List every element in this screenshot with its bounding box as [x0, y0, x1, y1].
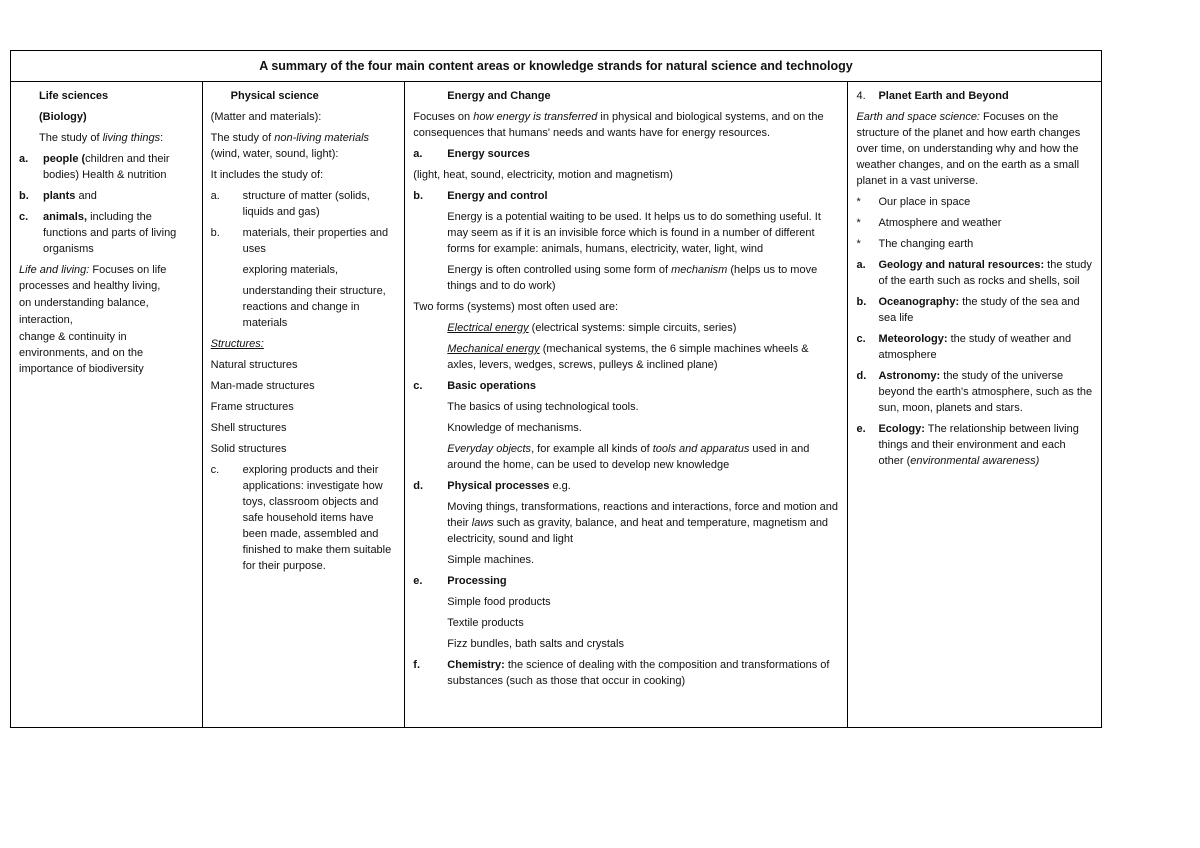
summary-table — [10, 50, 1102, 728]
energy-f-label: Chemistry: — [447, 659, 505, 671]
physical-includes: It includes the study of: — [210, 169, 324, 181]
structure-shell: Shell structures — [210, 422, 287, 434]
energy-b-marker: b. — [413, 190, 424, 202]
physical-subheading: (Matter and materials): — [210, 111, 322, 123]
physical-item-c-marker: c. — [210, 464, 220, 476]
planet-item-a-text: the study of the earth such as rocks and shells, soil — [878, 259, 1092, 287]
energy-b-text2-em: mechanism — [671, 264, 728, 276]
life-heading: Life sciences — [39, 90, 109, 102]
energy-heading: Energy and Change — [447, 90, 551, 102]
energy-c-line-2: Knowledge of mechanisms. — [447, 422, 582, 434]
column-planet-earth — [848, 82, 1101, 727]
life-item-b-text: and — [75, 190, 97, 202]
life-focus-text: Focuses on life processes and healthy living, — [19, 264, 167, 292]
energy-intro-2: in physical and biological systems, and on the consequences that humans' needs and wants have for energy resources. — [413, 111, 824, 139]
energy-c-label: Basic operations — [447, 380, 536, 392]
planet-item-c-bold: Meteorology: — [878, 333, 948, 345]
energy-a-text: (light, heat, sound, electricity, motion and magnetism) — [413, 169, 673, 181]
physical-item-b-marker: b. — [210, 227, 220, 239]
energy-a-label: Energy sources — [447, 148, 530, 160]
planet-item-e-marker: e. — [856, 423, 866, 435]
energy-b-label: Energy and control — [447, 190, 548, 202]
column-energy-change — [405, 82, 848, 727]
planet-item-d-bold: Astronomy: — [878, 370, 941, 382]
planet-bullet-3 — [856, 236, 1093, 252]
physical-structures-label: Structures: — [210, 338, 264, 350]
energy-c-everyday-em2: tools and apparatus — [652, 443, 750, 455]
energy-d-marker: d. — [413, 480, 424, 492]
planet-item-d-marker: d. — [856, 370, 867, 382]
life-study-prefix: The study of — [39, 132, 103, 144]
energy-c-everyday-1: , for example all kinds of — [531, 443, 653, 455]
life-item-a-marker: a. — [19, 153, 29, 165]
planet-bullet-1 — [856, 194, 1093, 210]
planet-bullet-2-text: Atmosphere and weather — [878, 217, 1002, 229]
structure-solid: Solid structures — [210, 443, 287, 455]
planet-item-a — [856, 257, 1093, 289]
energy-electrical — [413, 320, 839, 336]
energy-b-text2 — [413, 262, 839, 294]
energy-f-marker: f. — [413, 659, 421, 671]
energy-item-e — [413, 573, 839, 589]
energy-intro — [413, 109, 839, 141]
energy-item-c — [413, 378, 839, 394]
life-item-b — [19, 188, 194, 204]
energy-b-text2-2: (helps us to move things and to do work) — [447, 264, 818, 292]
physical-understanding: understanding their structure, reactions and change in materials — [242, 285, 386, 329]
energy-item-b — [413, 188, 839, 204]
planet-item-b-marker: b. — [856, 296, 867, 308]
planet-item-e-text: The relationship between living things and their environment and each other ( — [878, 423, 1079, 467]
energy-d-suffix: e.g. — [549, 480, 571, 492]
physical-study-line — [211, 130, 397, 162]
energy-e-line-1: Simple food products — [447, 596, 551, 608]
energy-mechanical — [413, 341, 839, 373]
planet-number: 4. — [856, 90, 866, 102]
energy-item-f — [413, 657, 839, 689]
energy-two-forms: Two forms (systems) most often used are: — [413, 301, 619, 313]
life-item-c-text: including the functions and parts of living organisms — [43, 211, 177, 255]
structure-man-made: Man-made structures — [210, 380, 315, 392]
energy-c-line-1: The basics of using technological tools. — [447, 401, 639, 413]
energy-d-text — [413, 499, 839, 547]
life-focus — [19, 262, 194, 294]
energy-c-everyday-em: Everyday objects — [447, 443, 532, 455]
table-title: A summary of the four main content areas or knowledge strands for natural science and technology — [11, 51, 1101, 82]
physical-item-b — [211, 225, 397, 257]
energy-d-label: Physical processes — [447, 480, 550, 492]
life-item-b-marker: b. — [19, 190, 29, 202]
planet-bullet-3-text: The changing earth — [878, 238, 974, 250]
energy-e-line-3: Fizz bundles, bath salts and crystals — [447, 638, 624, 650]
physical-item-b-text: materials, their properties and uses — [242, 227, 389, 255]
planet-heading-row — [856, 88, 1093, 104]
planet-bullet-3-marker: * — [856, 238, 861, 250]
life-item-c-bold: animals, — [43, 211, 88, 223]
planet-bullet-2 — [856, 215, 1093, 231]
planet-heading: Planet Earth and Beyond — [878, 90, 1009, 102]
planet-item-b — [856, 294, 1093, 326]
planet-item-c-marker: c. — [856, 333, 866, 345]
planet-item-c — [856, 331, 1093, 363]
planet-item-d-text: the study of the universe beyond the earth's atmosphere, such as the sun, moon, planets and stars. — [878, 370, 1093, 414]
physical-item-c-text: exploring products and their applications: investigate how toys, classroom objects and safe household items have been made, assembled and finished to make them suitable for their purpose. — [242, 464, 392, 572]
energy-intro-em: how energy is transferred — [473, 111, 598, 123]
energy-c-everyday-2: used in and around the home, can be used to develop new knowledge — [447, 443, 810, 471]
planet-intro — [856, 109, 1093, 189]
life-item-c-marker: c. — [19, 211, 29, 223]
planet-item-e-bold: Ecology: — [878, 423, 925, 435]
physical-item-a-marker: a. — [210, 190, 220, 202]
energy-d-text-1: Moving things, transformations, reactions and interactions, force and motion and their — [447, 501, 839, 529]
physical-heading: Physical science — [230, 90, 319, 102]
life-subheading: (Biology) — [39, 111, 87, 123]
column-physical-science — [203, 82, 406, 727]
planet-bullet-1-text: Our place in space — [878, 196, 971, 208]
life-balance: on understanding balance, — [19, 297, 149, 309]
energy-electrical-label: Electrical energy — [447, 322, 529, 334]
life-item-a — [19, 151, 194, 183]
physical-item-a — [211, 188, 397, 220]
energy-b-text2-1: Energy is often controlled using some form of — [447, 264, 672, 276]
energy-f-text: the science of dealing with the composition and transformations of substances (such as those that occur in cooking) — [447, 659, 830, 687]
energy-a-marker: a. — [413, 148, 423, 160]
planet-intro-em: Earth and space science: — [856, 111, 980, 123]
table-columns — [11, 82, 1101, 727]
planet-bullet-2-marker: * — [856, 217, 861, 229]
energy-e-line-2: Textile products — [447, 617, 524, 629]
planet-item-c-text: the study of weather and atmosphere — [878, 333, 1072, 361]
life-change: change & continuity in environments, and on the importance of biodiversity — [19, 331, 144, 375]
life-item-a-bold: people ( — [43, 153, 86, 165]
energy-electrical-text: (electrical systems: simple circuits, series) — [528, 322, 737, 334]
life-study-suffix: : — [160, 132, 164, 144]
physical-exploring: exploring materials, — [242, 264, 339, 276]
planet-item-d — [856, 368, 1093, 416]
planet-item-a-bold: Geology and natural resources: — [878, 259, 1045, 271]
structure-natural: Natural structures — [210, 359, 298, 371]
energy-d-text-2: such as gravity, balance, and heat and temperature, magnetism and electricity, sound and light — [447, 517, 829, 545]
planet-item-b-text: the study of the sea and sea life — [878, 296, 1080, 324]
physical-item-c — [211, 462, 397, 574]
life-item-b-bold: plants — [43, 190, 76, 202]
life-focus-em: Life and living: — [19, 264, 90, 276]
physical-item-a-text: structure of matter (solids, liquids and gas) — [242, 190, 370, 218]
life-study-em: living things — [102, 132, 161, 144]
structure-frame: Frame structures — [210, 401, 294, 413]
planet-item-b-bold: Oceanography: — [878, 296, 960, 308]
life-item-c — [19, 209, 194, 257]
energy-item-a — [413, 146, 839, 162]
physical-study-prefix: The study of — [210, 132, 275, 144]
planet-bullet-1-marker: * — [856, 196, 861, 208]
energy-d-simple: Simple machines. — [447, 554, 535, 566]
energy-e-label: Processing — [447, 575, 507, 587]
life-study-line — [19, 130, 194, 146]
life-interaction: interaction, — [19, 314, 73, 326]
energy-item-d — [413, 478, 839, 494]
life-item-a-text: children and their bodies) Health & nutrition — [43, 153, 170, 181]
physical-study-suffix: (wind, water, sound, light): — [210, 148, 339, 160]
energy-e-marker: e. — [413, 575, 423, 587]
energy-intro-1: Focuses on — [413, 111, 474, 123]
planet-item-e — [856, 421, 1093, 469]
planet-intro-text: Focuses on the structure of the planet and how earth changes over time, on understanding why and how the weather changes, and on the earth as a small planet in a vast universe. — [856, 111, 1081, 187]
planet-item-e-em: environmental awareness) — [910, 455, 1040, 467]
physical-study-em: non-living materials — [274, 132, 370, 144]
energy-b-text1: Energy is a potential waiting to be used. It helps us to do something useful. It may seem as if it is an invisible force which is found in a number of different forms for example: animals, humans, electricity, water, light, wind — [447, 211, 821, 255]
energy-mechanical-text: (mechanical systems, the 6 simple machines wheels & axles, levers, wedges, screws, pulleys & inclined plane) — [447, 343, 809, 371]
energy-mechanical-label: Mechanical energy — [447, 343, 540, 355]
energy-c-marker: c. — [413, 380, 423, 392]
planet-item-a-marker: a. — [856, 259, 866, 271]
energy-d-text-em: laws — [471, 517, 494, 529]
column-life-sciences — [11, 82, 203, 727]
energy-c-everyday — [413, 441, 839, 473]
